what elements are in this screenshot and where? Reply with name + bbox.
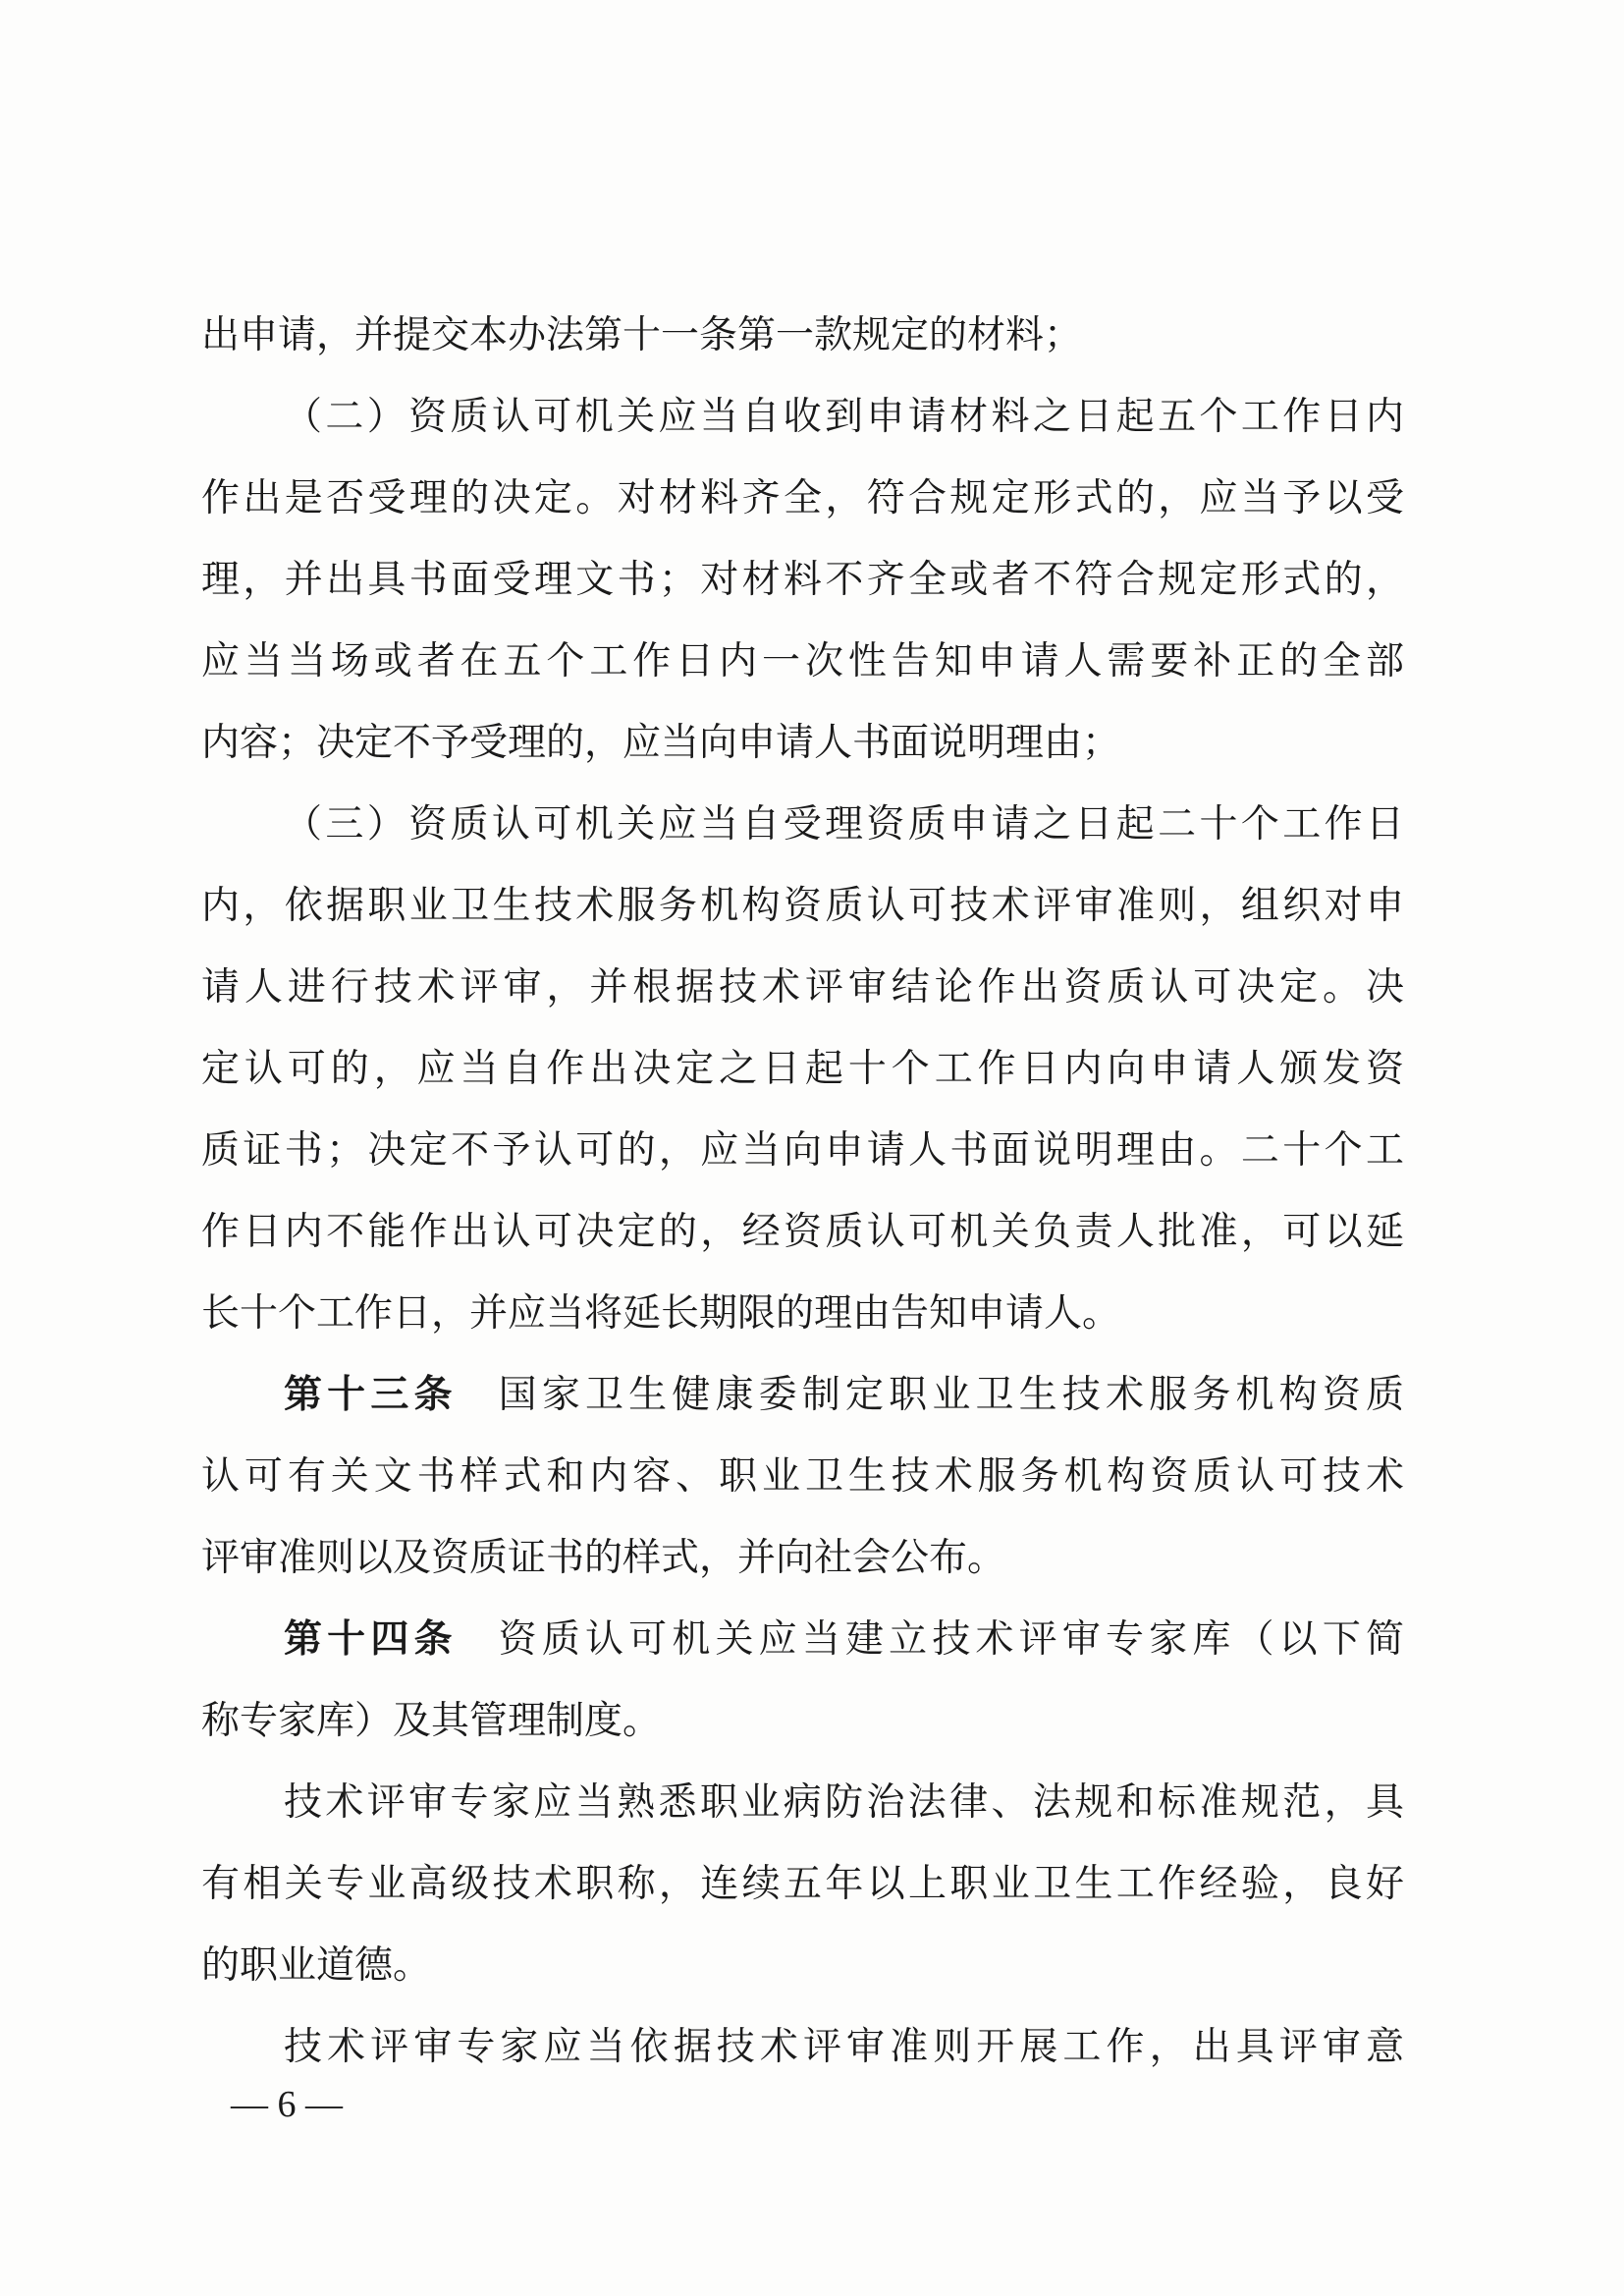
- text-line: [201, 295, 1404, 376]
- article-heading-line: [201, 1354, 1404, 1436]
- line-text: 请人进行技术评审，并根据技术评审结论作出资质认可决定。决: [201, 965, 1404, 1010]
- article-label: 第十三条: [284, 1373, 458, 1417]
- text-line: [201, 1762, 1404, 1843]
- text-line: [201, 1273, 1404, 1354]
- text-line: [201, 1110, 1404, 1191]
- text-line: [201, 1191, 1404, 1273]
- text-line: [201, 2006, 1404, 2088]
- text-line: [201, 539, 1404, 621]
- line-text: 内容；决定不予受理的，应当向申请人书面说明理由；: [201, 721, 1121, 765]
- line-text: 技术评审专家应当依据技术评审准则开展工作，出具评审意: [284, 2025, 1404, 2069]
- page-number: — 6 —: [231, 2084, 343, 2125]
- line-text: 长十个工作日，并应当将延长期限的理由告知申请人。: [201, 1291, 1121, 1336]
- text-line: [201, 784, 1404, 865]
- text-line: [201, 458, 1404, 539]
- line-text: 作出是否受理的决定。对材料齐全，符合规定形式的，应当予以受: [201, 476, 1404, 520]
- article-heading-line: [201, 1599, 1404, 1680]
- text-line: [201, 865, 1404, 947]
- text-line: [201, 1680, 1404, 1762]
- text-line: [201, 1843, 1404, 1925]
- text-line: [201, 1925, 1404, 2006]
- line-text: 技术评审专家应当熟悉职业病防治法律、法规和标准规范，具: [284, 1780, 1404, 1825]
- line-text: 定认可的，应当自作出决定之日起十个工作日内向申请人颁发资: [201, 1047, 1404, 1091]
- text-line: [201, 376, 1404, 458]
- text-line: [201, 621, 1404, 702]
- text-line: [201, 1436, 1404, 1517]
- line-text: 评审准则以及资质证书的样式，并向社会公布。: [201, 1536, 1006, 1580]
- line-text: 理，并出具书面受理文书；对材料不齐全或者不符合规定形式的，: [201, 558, 1404, 602]
- article-label: 第十四条: [284, 1617, 458, 1662]
- line-text: 国家卫生健康委制定职业卫生技术服务机构资质: [498, 1373, 1404, 1417]
- line-text: 作日内不能作出认可决定的，经资质认可机关负责人批准，可以延: [201, 1210, 1404, 1254]
- line-text: 认可有关文书样式和内容、职业卫生技术服务机构资质认可技术: [201, 1454, 1404, 1499]
- text-line: [201, 1517, 1404, 1599]
- text-line: [201, 702, 1404, 784]
- line-text: 有相关专业高级技术职称，连续五年以上职业卫生工作经验，良好: [201, 1862, 1404, 1906]
- line-text: 内，依据职业卫生技术服务机构资质认可技术评审准则，组织对申: [201, 884, 1404, 928]
- text-line: [201, 1028, 1404, 1110]
- line-text: 称专家库）及其管理制度。: [201, 1699, 662, 1743]
- line-text: （二）资质认可机关应当自收到申请材料之日起五个工作日内: [284, 395, 1404, 439]
- document-body: [201, 295, 1404, 2088]
- text-line: [201, 947, 1404, 1028]
- line-text: 出申请，并提交本办法第十一条第一款规定的材料；: [201, 313, 1083, 357]
- line-text: 应当当场或者在五个工作日内一次性告知申请人需要补正的全部: [201, 639, 1404, 683]
- line-text: （三）资质认可机关应当自受理资质申请之日起二十个工作日: [284, 802, 1404, 847]
- line-text: 质证书；决定不予认可的，应当向申请人书面说明理由。二十个工: [201, 1128, 1404, 1173]
- line-text: 资质认可机关应当建立技术评审专家库（以下简: [498, 1617, 1404, 1662]
- line-text: 的职业道德。: [201, 1943, 432, 1988]
